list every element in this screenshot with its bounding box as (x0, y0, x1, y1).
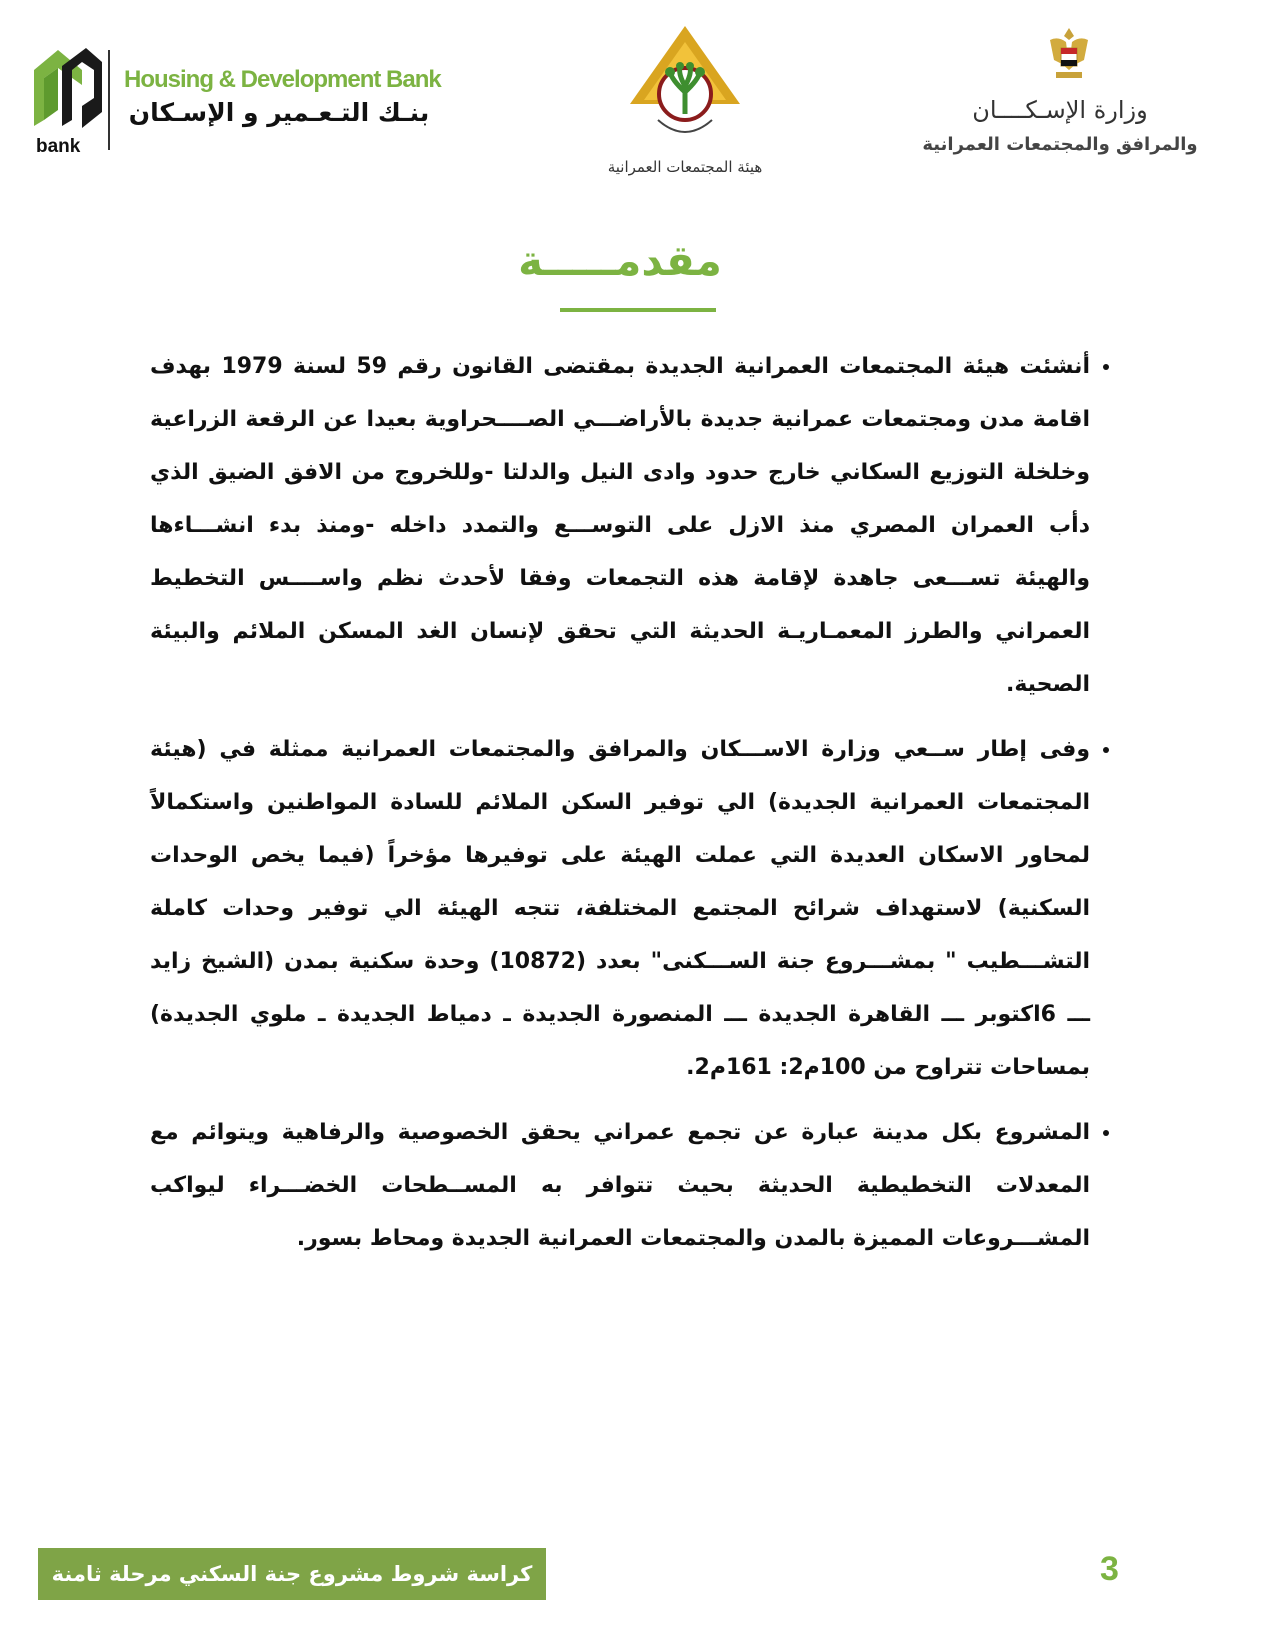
bullet-list (150, 340, 1130, 1265)
bank-name-arabic: بنـك التـعـمير و الإسـكان (128, 98, 430, 127)
bank-wordmark: bank (36, 136, 81, 157)
egypt-eagle-emblem-icon (1046, 26, 1092, 84)
header-divider (108, 50, 110, 150)
ministry-subtitle: والمرافق والمجتمعات العمرانية (922, 134, 1198, 155)
ministry-name: وزارة الإسـكــــان (972, 96, 1148, 124)
bullet-paragraph-2: • وفى إطار ســعي وزارة الاســـكان والمرافق والمجتمعات العمرانية ممثلة في (هيئة المجتمعات العمرانية الجديدة) الي توفير السكن الملائم للسادة المواطنين واستكمالاً لمحاور الاسكان العديدة التي عملت الهيئة على توفيرها مؤخراً (فيما يخص الوحدات السكنية) لاستهداف شرائح المجتمع المختلفة، تتجه الهيئة الي توفير وحدات كاملة التشـــطيب " بمشـــروع جنة الســـكنى" بعدد (10872) وحدة سكنية بمدن (الشيخ زايد ـــ 6اكتوبر ـــ القاهرة الجديدة ـــ المنصورة الجديدة ـ دمياط الجديدة ـ ملوي الجديدة) بمساحات تتراوح من 100م2: 161م2. (150, 723, 1090, 1094)
bullet-paragraph-3: • المشروع بكل مدينة عبارة عن تجمع عمراني يحقق الخصوصية والرفاهية ويتوائم مع المعدلات التخطيطية الحديثة بحيث تتوافر به المســطحات الخضـــراء ليواكب المشـــروعات المميزة بالمدن والمجتمعات العمرانية الجديدة ومحاط بسور. (150, 1106, 1090, 1265)
bullet-paragraph-1: • أنشئت هيئة المجتمعات العمرانية الجديدة بمقتضى القانون رقم 59 لسنة 1979 بهدف اقامة مدن ومجتمعات عمرانية جديدة بالأراضـــي الصــــحراوية بعيدا عن الرقعة الزراعية وخلخلة التوزيع السكاني خارج حدود وادى النيل والدلتا -وللخروج من الافق الضيق الذي دأب العمران المصري منذ الازل على التوســـع والتمدد داخله -ومنذ بدء انشـــاءها والهيئة تســـعى جاهدة لإقامة هذه التجمعات وفقا لأحدث نظم واســــس التخطيط العمراني والطرز المعمـاريـة الحديثة التي تحقق لإنسان الغد المسكن الملائم والبيئة الصحية. (150, 340, 1090, 711)
footer-title: كراسة شروط مشروع جنة السكني مرحلة ثامنة (51, 1562, 533, 1586)
nuca-caption: هيئة المجتمعات العمرانية (607, 158, 763, 176)
footer-bar (38, 1548, 546, 1600)
title-underline (560, 308, 716, 312)
intro-content (150, 340, 1130, 1277)
bank-name-english: Housing & Development Bank (124, 66, 441, 93)
nuca-pyramid-logo-icon (620, 22, 750, 152)
page-title: مقدمـــــة (518, 236, 722, 285)
page-number: 3 (1100, 1550, 1119, 1588)
